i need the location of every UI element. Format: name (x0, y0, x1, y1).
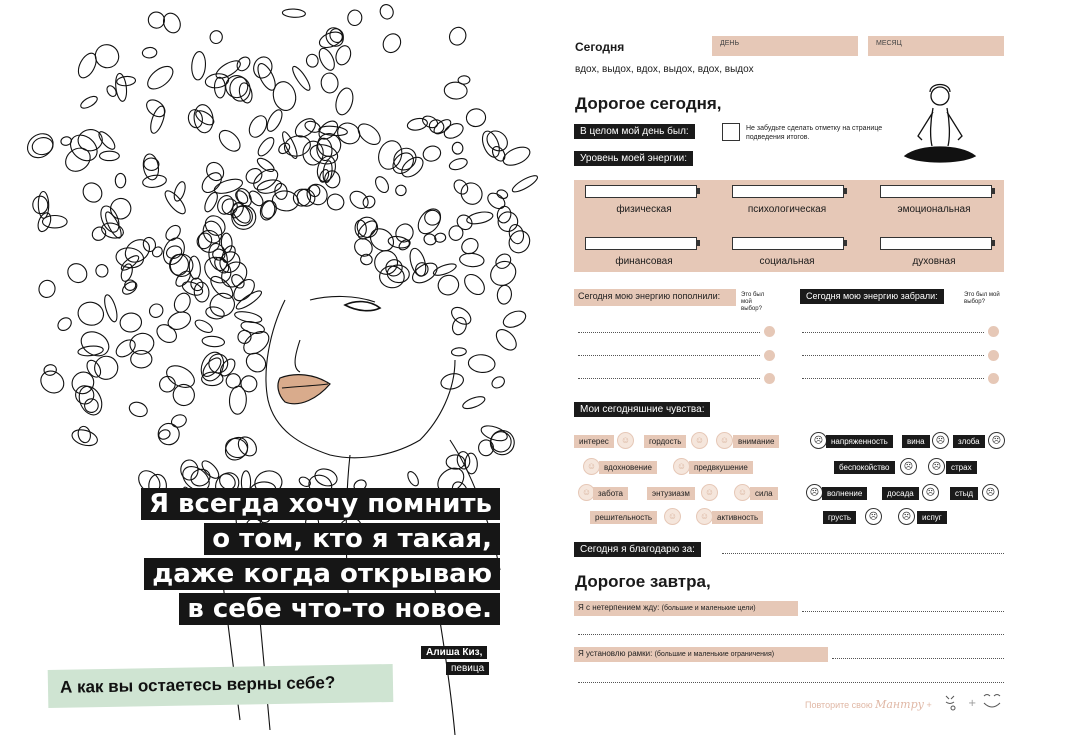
feeling-tag[interactable]: гордость (644, 435, 686, 448)
hair-curl (119, 312, 143, 334)
hair-curl (461, 271, 488, 299)
hair-curl (373, 174, 391, 194)
hair-curl (143, 157, 159, 170)
hair-curl (486, 257, 520, 291)
face-icon: ☹ (900, 458, 917, 475)
feeling-tag[interactable]: досада (882, 487, 919, 500)
hair-curl (156, 373, 178, 395)
hair-curl (223, 371, 243, 391)
look-forward-label (574, 601, 798, 616)
energy-label: психологическая (747, 204, 827, 215)
choice-marker[interactable] (988, 373, 999, 384)
choice-marker[interactable] (764, 326, 775, 337)
hair-curl (215, 127, 243, 155)
hair-curl (255, 156, 276, 174)
hair-curl (451, 347, 466, 356)
face-icon: ☺ (664, 508, 681, 525)
hair-curl (235, 328, 253, 346)
hair-curl (394, 183, 409, 198)
hair-curl (398, 153, 426, 180)
hair-curl (461, 394, 486, 411)
face-icon: ☹ (988, 432, 1005, 449)
hair-curl (333, 44, 353, 67)
hair-curl (333, 86, 356, 117)
hair-curl (432, 262, 457, 278)
hair-curl (77, 345, 103, 357)
hair-curl (221, 233, 233, 253)
hair-curl (316, 46, 337, 73)
hair-curl (360, 253, 374, 266)
hair-curl (334, 119, 364, 148)
hair-curl (220, 197, 239, 216)
hair-curl (421, 144, 442, 164)
quote-author-name: Алиша Киз, (421, 646, 487, 659)
hair-curl (382, 256, 405, 279)
hair-curl (425, 210, 441, 225)
hair-curl (142, 47, 157, 59)
feeling-tag[interactable]: вдохновение (599, 461, 657, 474)
battery-spiritual[interactable] (880, 237, 992, 250)
hair-curl (193, 318, 214, 335)
footer-script: Мантру (875, 698, 925, 711)
feeling-tag[interactable]: активность (712, 511, 763, 524)
energy-taken-line[interactable] (802, 355, 984, 356)
feeling-tag[interactable]: страх (946, 461, 977, 474)
hair-curl (238, 373, 260, 395)
quote-line: Я всегда хочу помнить (141, 488, 500, 520)
hair-curl (465, 107, 487, 128)
hair-curl (191, 51, 207, 80)
hair-curl (452, 142, 463, 154)
battery-social[interactable] (732, 237, 844, 250)
face-icon: ☺ (701, 484, 718, 501)
hair-curl (100, 151, 120, 160)
hair-curl (227, 201, 260, 234)
hair-curl (366, 224, 398, 255)
hair-curl (240, 320, 266, 336)
energy-taken-line[interactable] (802, 378, 984, 379)
face-icon: ☹ (982, 484, 999, 501)
hair-curl (255, 135, 276, 158)
hair-curl (37, 279, 57, 300)
hair-curl (31, 136, 55, 157)
face-icon: ☺ (583, 458, 600, 475)
battery-psychological[interactable] (732, 185, 844, 198)
feeling-tag[interactable]: стыд (950, 487, 978, 500)
quote-block (148, 488, 500, 628)
footer-mantra: Повторите свою Мантру + (805, 698, 932, 711)
hair-curl (142, 174, 167, 189)
feeling-tag[interactable]: энтузиазм (647, 487, 695, 500)
energy-filled-line[interactable] (578, 332, 760, 333)
my-choice-label: Это был мой выбор? (964, 292, 1000, 305)
hair-curl (442, 121, 466, 141)
feeling-tag[interactable]: напряженность (826, 435, 893, 448)
hair-curl (435, 272, 462, 298)
hair-curl (510, 173, 539, 195)
today-label: Сегодня (575, 40, 625, 54)
hair-curl (170, 413, 189, 430)
hair-curl (501, 308, 528, 331)
hair-curl (380, 31, 404, 56)
quote-author-role: певица (446, 662, 489, 675)
feeling-tag[interactable]: беспокойство (834, 461, 895, 474)
face-icon: ☺ (617, 432, 634, 449)
face-icon: ☹ (922, 484, 939, 501)
hair-curl (37, 367, 69, 398)
feeling-tag[interactable]: забота (593, 487, 628, 500)
hair-curl (128, 331, 157, 357)
gratitude-line[interactable] (722, 553, 1004, 554)
face-icon: ☺ (578, 484, 595, 501)
look-forward-hint: (большие и маленькие цели) (661, 605, 756, 612)
face-icon: ☺ (691, 432, 708, 449)
my-choice-label: Это был мой выбор? (741, 292, 765, 312)
hair-curl (201, 212, 229, 240)
day-mark-checkbox[interactable] (722, 123, 740, 141)
battery-financial[interactable] (585, 237, 697, 250)
hair-curl (115, 173, 125, 187)
hair-curl (320, 72, 338, 93)
hair-curl (393, 221, 417, 245)
hair-curl (120, 279, 139, 296)
hair-curl (213, 176, 244, 196)
choice-marker[interactable] (988, 326, 999, 337)
day-was-label: В целом мой день был: (574, 124, 695, 139)
hair-curl (193, 108, 216, 128)
hair-curl (84, 358, 103, 380)
hair-curl (229, 272, 246, 290)
face-icon: ☹ (928, 458, 945, 475)
hair-curl (347, 188, 372, 212)
hair-curl (246, 113, 270, 140)
energy-taken-label: Сегодня мою энергию забрали: (800, 289, 944, 304)
gratitude-label: Сегодня я благодарю за: (574, 542, 701, 557)
hair-curl (61, 143, 95, 176)
energy-label: финансовая (615, 256, 673, 267)
question-text: А как вы остаетесь верны себе? (59, 672, 336, 697)
feeling-tag[interactable]: злоба (953, 435, 985, 448)
energy-filled-line[interactable] (578, 378, 760, 379)
dear-today-heading: Дорогое сегодня, (575, 94, 722, 113)
hair-curl (298, 475, 313, 488)
hair-curl (90, 352, 122, 384)
hair-curl (202, 191, 220, 214)
boundaries-text: Я установлю рамки: (578, 649, 653, 658)
face-icon: ☹ (898, 508, 915, 525)
hair-curl (447, 25, 469, 48)
hair-curl (202, 335, 225, 347)
energy-label: физическая (616, 204, 672, 215)
hair-curl (144, 62, 177, 93)
face-icon: ☹ (865, 508, 882, 525)
hair-curl (450, 316, 468, 337)
hair-curl (154, 321, 180, 346)
energy-panel (574, 180, 1004, 272)
hair-curl (347, 10, 362, 27)
breathing-faces-icon (940, 690, 1006, 714)
energy-label: социальная (759, 256, 815, 267)
hair-curl (70, 427, 99, 448)
hair-curl (102, 294, 119, 324)
feeling-tag[interactable]: волнение (822, 487, 867, 500)
hair-curl (36, 211, 53, 233)
feeling-tag[interactable]: испуг (917, 511, 947, 524)
feeling-tag[interactable]: грусть (823, 511, 856, 524)
energy-label: духовная (912, 256, 956, 267)
hair-curl (448, 157, 469, 172)
face-icon: ☺ (696, 508, 713, 525)
hair-curl (113, 337, 138, 361)
hair-curl (468, 354, 496, 374)
face-icon: ☺ (716, 432, 733, 449)
hair-curl (282, 9, 305, 18)
energy-label: эмоциональная (897, 204, 971, 215)
hair-curl (406, 470, 421, 488)
choice-marker[interactable] (764, 373, 775, 384)
hair-curl (165, 244, 183, 260)
hair-curl (79, 179, 105, 206)
question-banner (48, 664, 394, 708)
hair-curl (193, 282, 209, 303)
hair-curl (170, 381, 198, 409)
hair-curl (127, 400, 149, 419)
face-icon: ☺ (673, 458, 690, 475)
boundaries-line[interactable] (578, 682, 1004, 683)
quote-line: в себе что-то новое. (179, 593, 500, 625)
hair-curl (77, 425, 92, 444)
hair-curl (234, 288, 263, 312)
reminder-text: Не забудьте сделать отметку на странице подведения итогов. (746, 125, 883, 141)
hair-curl (448, 224, 465, 241)
hair-curl (496, 188, 509, 200)
hair-curl (448, 304, 473, 328)
feeling-tag[interactable]: сила (750, 487, 778, 500)
hair-curl (325, 192, 346, 213)
hair-curl (490, 375, 507, 391)
hair-curl (156, 422, 181, 447)
hair-curl (75, 299, 106, 328)
face-icon: ☹ (932, 432, 949, 449)
meditation-figure-icon (900, 78, 980, 168)
hair-curl (64, 260, 91, 287)
hair-curl (379, 265, 405, 289)
hair-curl (378, 3, 395, 21)
svg-text:+: + (968, 698, 977, 709)
hair-curl (55, 315, 73, 333)
dear-tomorrow-heading: Дорогое завтра, (575, 572, 711, 591)
hair-curl (209, 30, 224, 45)
hair-curl (75, 50, 100, 80)
face-icon: ☺ (734, 484, 751, 501)
face-icon: ☹ (806, 484, 823, 501)
hair-curl (407, 247, 429, 279)
hair-curl (457, 179, 486, 209)
boundaries-label (574, 647, 828, 662)
hair-curl (95, 264, 109, 278)
face-icon: ☹ (810, 432, 827, 449)
quote-line: о том, кто я такая, (204, 523, 500, 555)
battery-physical[interactable] (585, 185, 697, 198)
hair-curl (33, 196, 49, 214)
hair-curl (79, 94, 99, 110)
hair-curl (163, 223, 183, 244)
hair-curl (65, 130, 102, 166)
hair-curl (496, 285, 512, 305)
hair-curl (446, 455, 465, 470)
hair-curl (148, 105, 167, 135)
hair-curl (150, 245, 164, 259)
hair-curl (145, 9, 168, 32)
hair-curl (43, 364, 57, 377)
month-field[interactable]: МЕСЯЦ (868, 36, 1004, 56)
hair-curl (387, 235, 410, 250)
hair-curl (354, 120, 384, 149)
feeling-tag[interactable]: вина (902, 435, 930, 448)
hair-curl (264, 108, 285, 134)
hair-curl (119, 253, 141, 272)
hair-curl (43, 216, 68, 228)
feelings-label: Мои сегодняшние чувства: (574, 402, 710, 417)
hair-curl (361, 194, 378, 210)
hair-curl (389, 149, 418, 178)
hair-curl (306, 53, 319, 67)
look-forward-text: Я с нетерпением жду: (578, 603, 660, 612)
boundaries-hint: (большие и маленькие ограничения) (654, 651, 775, 658)
hair-curl (205, 305, 226, 320)
quote-line: даже когда открываю (144, 558, 500, 590)
footer-text: Повторите свою (805, 700, 873, 710)
hair-curl (131, 351, 152, 368)
energy-filled-line[interactable] (578, 355, 760, 356)
hair-curl (251, 55, 274, 81)
choice-marker[interactable] (988, 350, 999, 361)
feeling-tag[interactable]: внимание (733, 435, 779, 448)
hair-curl (207, 352, 230, 375)
look-forward-line[interactable] (802, 611, 1004, 612)
day-field[interactable]: ДЕНЬ (712, 36, 858, 56)
hair-curl (193, 104, 215, 134)
feeling-tag[interactable]: решительность (590, 511, 657, 524)
hair-curl (479, 129, 502, 160)
hair-curl (459, 252, 484, 267)
hair-curl (147, 301, 166, 320)
boundaries-line[interactable] (832, 658, 1004, 659)
hair-curl (485, 190, 508, 212)
hair-curl (353, 213, 382, 242)
look-forward-line[interactable] (578, 634, 1004, 635)
battery-emotional[interactable] (880, 185, 992, 198)
feeling-tag[interactable]: предвкушение (689, 461, 753, 474)
energy-filled-label: Сегодня мою энергию пополнили: (574, 289, 736, 306)
choice-marker[interactable] (764, 350, 775, 361)
energy-level-label: Уровень моей энергии: (574, 151, 693, 166)
hair-curl (203, 159, 227, 184)
feeling-tag[interactable]: интерес (574, 435, 614, 448)
hair-curl (493, 326, 520, 354)
energy-taken-line[interactable] (802, 332, 984, 333)
hair-curl (458, 75, 470, 84)
hair-curl (166, 309, 194, 333)
hair-curl (234, 310, 263, 325)
breath-text: вдох, выдох, вдох, выдох, вдох, выдох (575, 64, 754, 75)
